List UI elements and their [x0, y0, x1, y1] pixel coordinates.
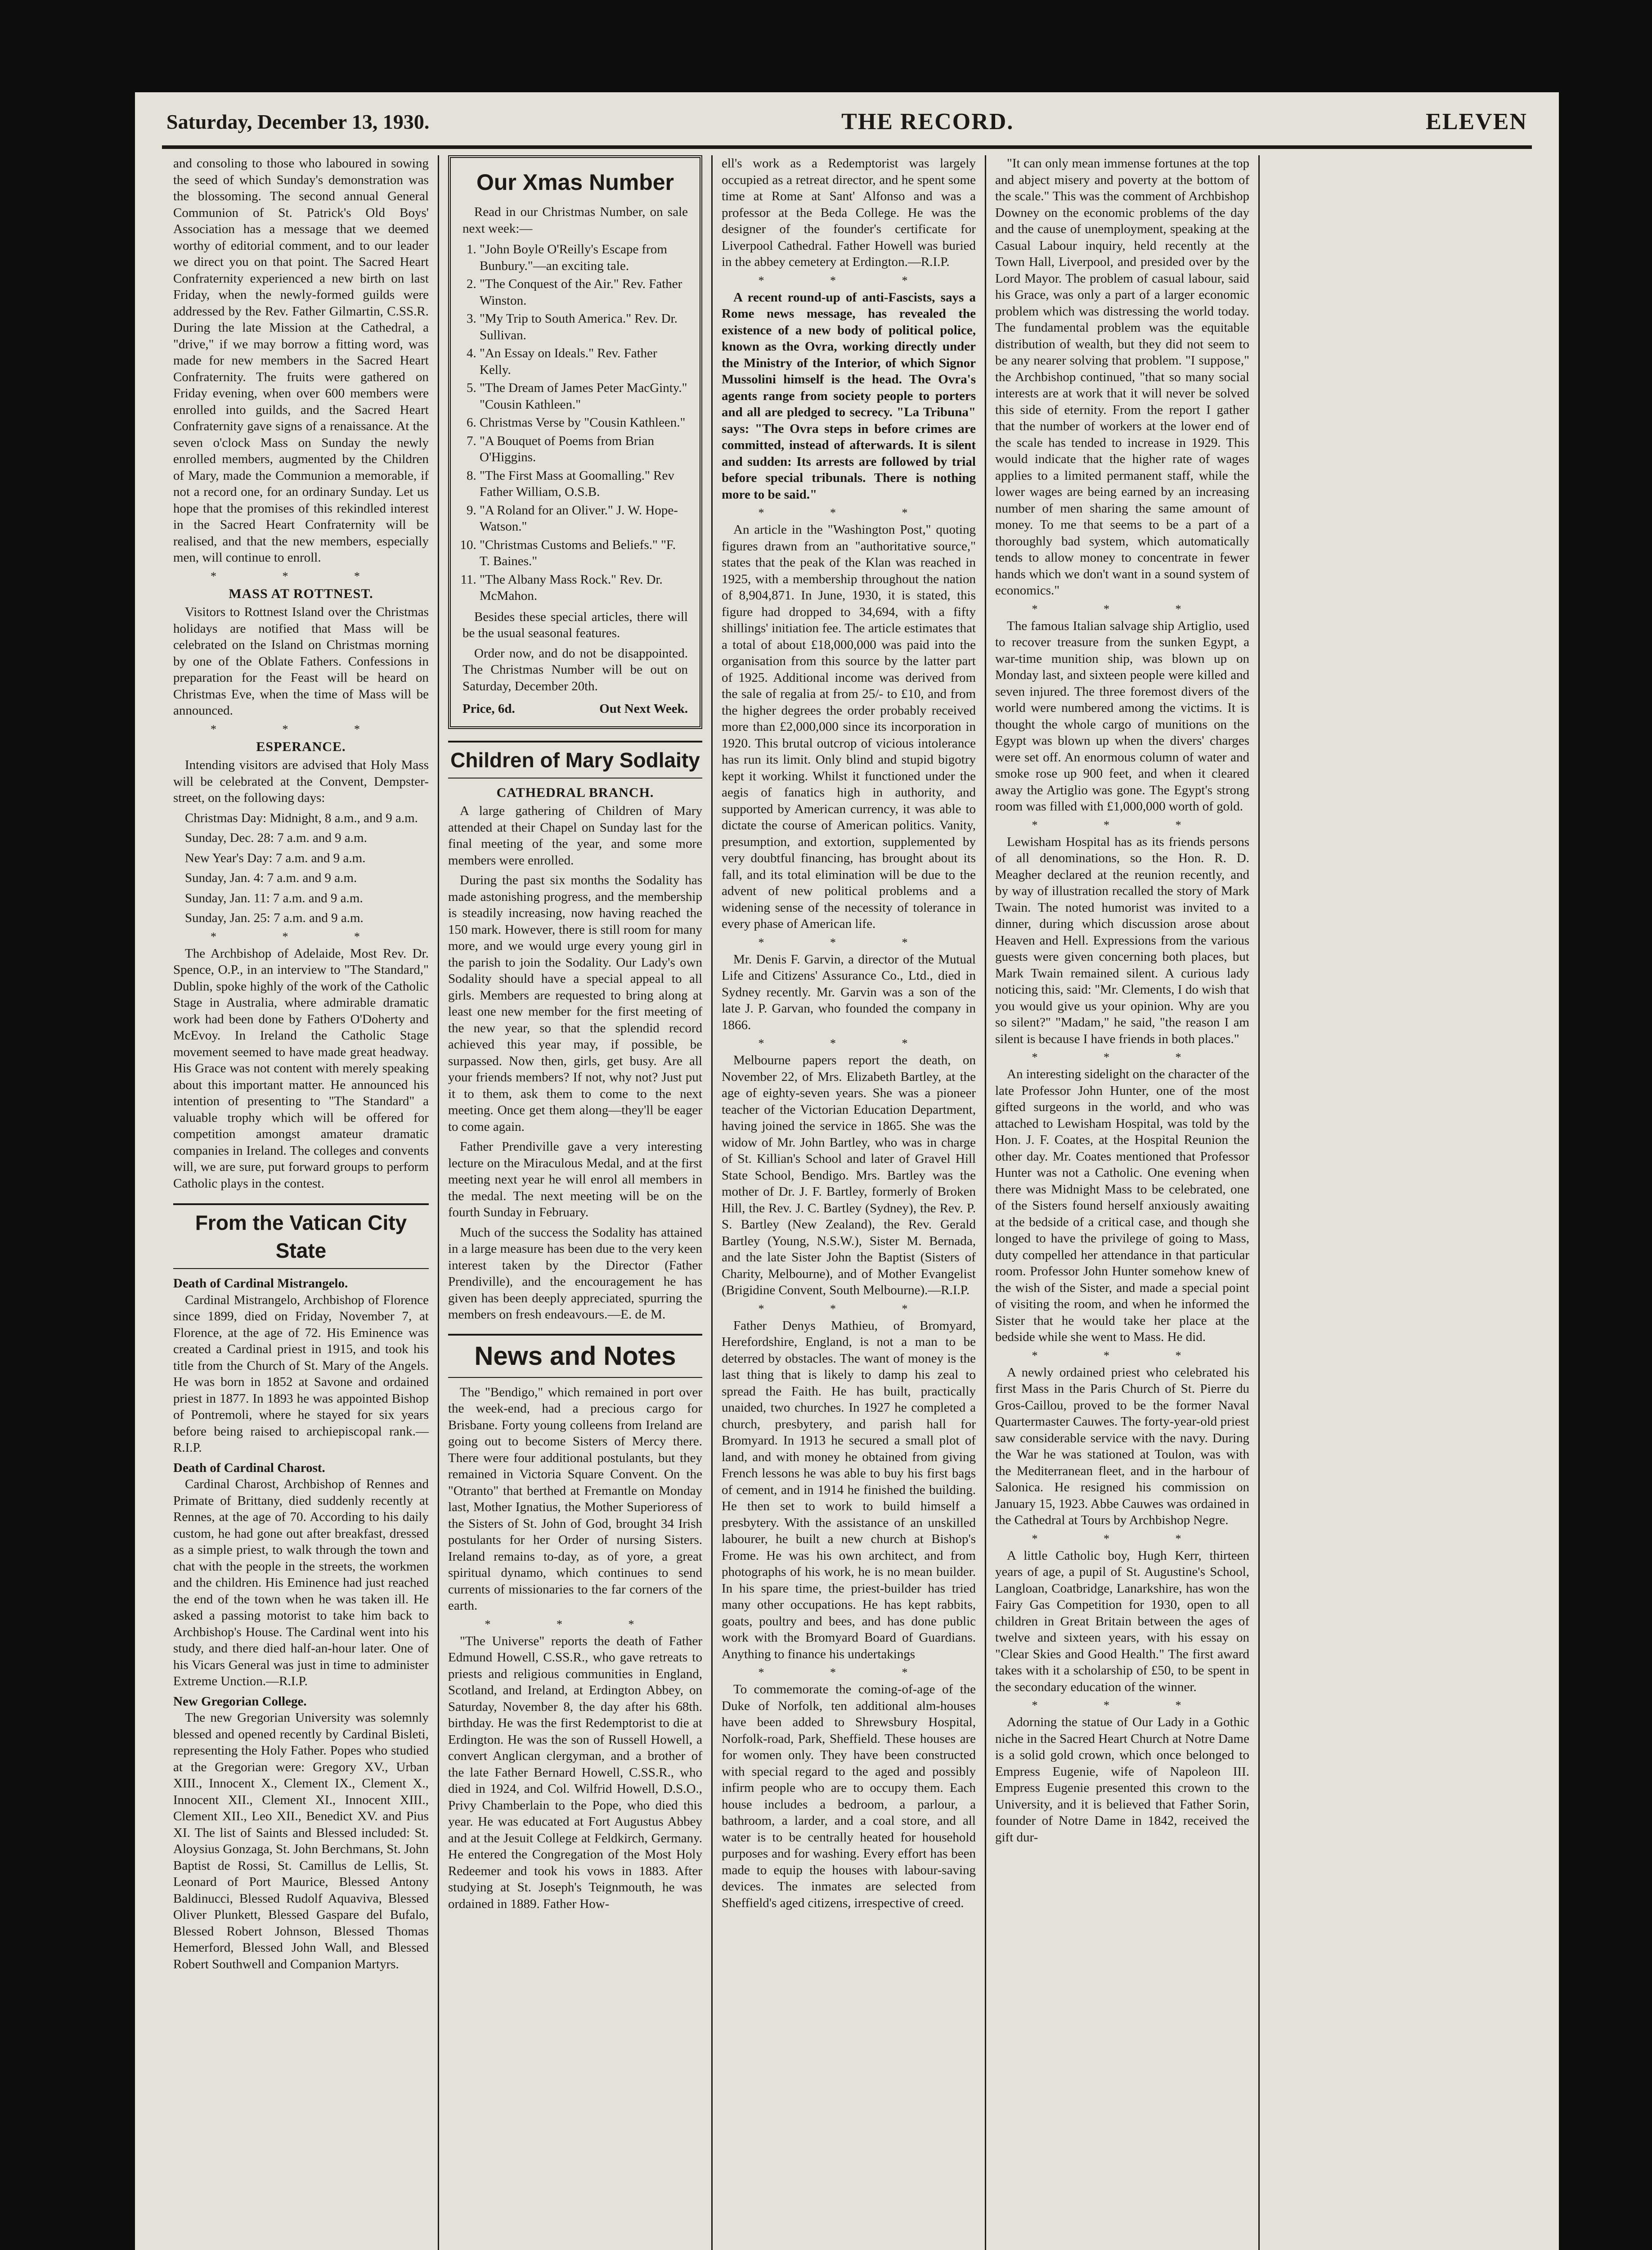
column-3: [711, 155, 985, 2250]
article-text: Adorning the statue of Our Lady in a Gothic niche in the Sacred Heart Church at Notre Dame is a solid gold crown, which once belonged to Empress Eugenie, wife of Napoleon III. Empress Eugenie presented this crown to the University, and it is believed that Father Sorin, founder of Notre Dame in 1842, received the gift dur-: [995, 1715, 1249, 1845]
column-2: [438, 155, 711, 2250]
separator-stars: * * *: [1032, 602, 1213, 616]
column-4: [985, 155, 1258, 2250]
xmas-item: 1. "John Boyle O'Reilly's Escape from Bunbury."—an exciting tale.: [480, 241, 688, 274]
mass-time: Sunday, Dec. 28: 7 a.m. and 9 a.m.: [185, 831, 367, 845]
mass-time: Sunday, Jan. 11: 7 a.m. and 9 a.m.: [185, 891, 363, 905]
xmas-features: Besides these special articles, there will be the usual seasonal features.: [462, 609, 688, 640]
article-text: A large gathering of Children of Mary attended at their Chapel on Sunday last for the final meeting of the year, and some more members were enrolled.: [448, 804, 702, 868]
separator-stars: * * *: [758, 936, 939, 949]
xmas-item: 11. "The Albany Mass Rock." Rev. Dr. McMahon.: [480, 572, 688, 604]
price-row: [462, 701, 688, 717]
article-text: "The Universe" reports the death of Father Edmund Howell, C.SS.R., who gave retreats to priests and religious communities in England, Scotland, and Ireland, at Erdington Abbey, on Saturday, November 8, the day after his 68th. birthday. He was the first Redemptorist to die at Erdington. He was the son of Russell Howell, a convert Anglican clergyman, and a brother of the late Father Bernard Howell, C.SS.R., who died in 1924, and Col. Wilfrid Howell, D.S.O., Privy Chamberlain to the Pope, who died this year. He was educated at Fort Augustus Abbey and at the Jesuit College at Feldkirch, Germany. He entered the Congregation of the Most Holy Redeemer and took his vows in 1883. After studying at St. Joseph's Teignmouth, he was ordained in 1889. Father How-: [448, 1634, 702, 1911]
article-text: The "Bendigo," which remained in port over the week-end, had a precious cargo for Brisbane. Forty young colleens from Ireland are going out to become Sisters of Mercy there. There were four additional postulants, but they remained in Victoria Square Convent. On the "Otranto" that berthed at Fremantle on Monday last, Mother Ignatius, the Mother Superioress of the Sisters of St. John of God, brought 34 Irish postulants for her Order of nursing Sisters. Ireland remains to-day, as of yore, a great spiritual dynamo, which continues to send currents of missionaries to the far corners of the earth.: [448, 1385, 702, 1613]
article-text: ell's work as a Redemptorist was largely occupied as a retreat director, and he spent some time at Rome at Sant' Alfonso and was a professor at the Beda College. He was the designer of the founder's certificate for Liverpool Cathedral. Father Howell was buried in the abbey cemetery at Erdington.—R.I.P.: [722, 156, 976, 269]
separator-stars: * * *: [758, 1666, 939, 1679]
xmas-out: Out Next Week.: [599, 702, 688, 716]
xmas-item: 10. "Christmas Customs and Beliefs." "F. T. Baines.": [480, 537, 688, 570]
esperance-text: Intending visitors are advised that Holy Mass will be celebrated at the Convent, Dempster-street, on the following days:: [173, 758, 429, 805]
masthead: [166, 100, 1527, 143]
article-text: Mr. Denis F. Garvin, a director of the Mutual Life and Citizens' Assurance Co., Ltd., died in Sydney recently. Mr. Garvin was a son of the late J. P. Garvan, who founded the company in 1866.: [722, 952, 976, 1032]
xmas-item: 9. "A Roland for an Oliver." J. W. Hope-Watson.": [480, 502, 688, 535]
separator-stars: * * *: [1032, 1532, 1213, 1545]
vatican-heading: From the Vatican City State: [173, 1203, 429, 1269]
article-text: "It can only mean immense fortunes at the top and abject misery and poverty at the bottom of the scale." This was the comment of Archbishop Downey on the economic problems of the day and the cause of unemployment, speaking at the Casual Labour inquiry, held recently at the Town Hall, Liverpool, and presided over by the Lord Mayor. The problem of casual labour, said his Grace, was only a part of a larger economic problem which was distressing the world today. The fundamental problem was the equitable distribution of wealth, but they did not seem to be any nearer solving that problem. "I suppose," the Archbishop continued, "that so many social interests are at work that it will never be solved this side of eternity. From the report I gather that the number of workers at the lower end of the scale has tended to increase in 1929. This would indicate that the higher rate of wages applies to a limited permanent staff, while the lower wages are being earned by an increasing number of men sharing the same amount of money. To me that seems to be a part of a thoroughly bad system, which automatically tends to allow money to concentrate in fewer hands which we don't want in a sound system of economics.": [995, 156, 1249, 598]
xmas-item: 7. "A Bouquet of Poems from Brian O'Higgins.: [480, 433, 688, 466]
article-text: During the past six months the Sodality has made astonishing progress, and the membership is steadily increasing, now having reached the 150 mark. However, there is still room for many more, and we would urge every young girl in the parish to join the Sodality. Our Lady's own Sodality should have a special appeal to all girls. Members are requested to bring along at least one new member for the first meeting of the new year, so that the splendid record achieved this year may, if possible, be surpassed. Now then, girls, get busy. Are all your friends members? If not, why not? Just put it to them, ask them to come to the next meeting. Once get them along—they'll be eager to come again.: [448, 873, 702, 1134]
xmas-title: Our Xmas Number: [476, 170, 674, 195]
article-text: To commemorate the coming-of-age of the Duke of Norfolk, ten additional alm-houses have been added to Shrewsbury Hospital, Norfolk-road, Park, Sheffield. These houses are for women only. They have been constructed with special regard to the aged and possibly infirm people who are to occupy them. Each house includes a bedroom, a parlour, a bathroom, a larder, and a coal store, and all water is to be centrally heated for household purposes and for washing. Every effort has been made to equip the houses with labour-saving devices. The inmates are selected from Sheffield's aged citizens, irrespective of creed.: [722, 1682, 976, 1910]
article-text: Father Prendiville gave a very interesting lecture on the Miraculous Medal, and at the first meeting next year he will enrol all members in the medal. The next meeting will be on the fourth Sunday in February.: [448, 1139, 702, 1220]
separator-stars: * * *: [211, 569, 391, 583]
article-text: Much of the success the Sodality has attained in a large measure has been due to the very keen interest taken by the Director (Father Prendiville), and the encouragement he has given has been deeply appreciated, spurring the members on fresh endeavours.—E. de M.: [448, 1225, 702, 1322]
separator-stars: * * *: [758, 274, 939, 287]
xmas-item: 6. Christmas Verse by "Cousin Kathleen.": [480, 414, 688, 431]
article-text: An article in the "Washington Post," quoting figures drawn from an "authoritative source," states that the peak of the Klan was reached in 1925, with a membership throughout the nation of 8,904,871. In June, 1930, it is stated, this figure had dropped to 34,694, with a fifty shillings' initiation fee. The article estimates that a total of about £18,000,000 was paid into the organisation from this source by the latter part of 1925. Additional income was derived from the sale of regalia at from 25/- to £10, and from the higher degrees the order probably received more than £2,000,000 since its incorporation in 1920. This brutal outcrop of vicious intolerance has run its limit. Only blind and stupid bigotry kept it working. Whilst it functioned under the aegis of fanatics high in authority, and supported by American currency, it was able to dictate the course of American politics. Vanity, presumption, and extortion, supplemented by very doubtful financing, has brought about its fall, and its total elimination will be due to the advent of new political problems and a widening sense of the necessity of tolerance in every phase of American life.: [722, 522, 976, 931]
charost-heading: Death of Cardinal Charost.: [173, 1460, 325, 1475]
mass-time: Sunday, Jan. 4: 7 a.m. and 9 a.m.: [185, 871, 357, 885]
gregorian-text: The new Gregorian University was solemnly blessed and opened recently by Cardinal Bisleti, representing the Holy Father. Popes who studied at the Gregorian were: Gregory XV., Urban XIII., Innocent X., Clement IX., Clement X., Innocent XII., Clement XI., Innocent XIII., Clement XII., Leo XII., Benedict XV. and Pius XI. The list of Saints and Blessed included: St. Aloysius Gonzaga, St. John Berchmans, St. John Baptist de Rossi, St. Camillus de Lellis, St. Leonard of Port Maurice, Blessed Antony Baldinucci, Blessed Rudolf Aquaviva, Blessed Oliver Plunkett, Blessed Gaspare del Bufalo, Blessed Robert Johnson, Blessed Thomas Hemerford, Blessed John Wall, and Blessed Robert Southwell and Companion Martyrs.: [173, 1710, 429, 1971]
separator-stars: * * *: [1032, 818, 1213, 832]
xmas-item: 2. "The Conquest of the Air." Rev. Father Winston.: [480, 276, 688, 309]
separator-stars: * * *: [485, 1617, 666, 1631]
rottnest-text: Visitors to Rottnest Island over the Christmas holidays are notified that Mass will be celebrated on the Island on Christmas morning by one of the Oblate Fathers. Confessions in preparation for the Feast will be heard on Christmas Eve, when the time of Mass will be announced.: [173, 605, 429, 718]
mistrangelo-text: Cardinal Mistrangelo, Archbishop of Florence since 1899, died on Friday, November 7, at Florence, at the age of 72. His Eminence was created a Cardinal priest in 1915, and took his title from the Church of St. Mary of the Angels. He was born in 1852 at Savone and ordained priest in 1877. In 1893 he was appointed Bishop of Pontremoli, where he stayed for six years before being raised to archiepiscopal rank.—R.I.P.: [173, 1292, 429, 1455]
article-text: Father Denys Mathieu, of Bromyard, Herefordshire, England, is not a man to be deterred by obstacles. The want of money is the last thing that is likely to damp his zeal to spread the Faith. He has built, practically unaided, two churches. In 1927 he completed a church, presbytery, and parish hall for Bromyard. In 1913 he secured a small plot of land, and with money he obtained from giving French lessons he was able to buy his first bags of cement, and in 1914 he finished the building. He then set to work to build himself a presbytery. With the assistance of an unskilled labourer, he built a new church at Bishop's Frome. He was his own architect, and from photographs of his work, he is no mean builder. In his spare time, the priest-builder has tried many other occupations. He has kept rabbits, goats, poultry and bees, and has done public work with the Bromyard Board of Guardians. Anything to finance his undertakings: [722, 1318, 976, 1661]
article-text: and consoling to those who laboured in sowing the seed of which Sunday's demonstration was the blossoming. The second annual General Communion of St. Patrick's Old Boys' Association has a message that we deemed worthy of editorial comment, and to our leader we direct you on that point. The Sacred Heart Confraternity experienced a new birth on last Friday, when the newly-formed guilds were addressed by the Rev. Father Gilmartin, C.SS.R. During the late Mission at the Cathedral, a "drive," if we may borrow a fitting word, was made for new members in the Sacred Heart Confraternity. The fruits were gathered on Friday evening, when over 600 members were enrolled into guilds, and the Sacred Heart Confraternity gave signs of a renaissance. At the seven o'clock Mass on Sunday the newly enrolled members, augmented by the Children of Mary, made the Communion a memorable, if not a record one, for an ordinary Sunday. Let us hope that the promises of this rekindled interest in the Sacred Heart Confraternity will be realised, and that the new members, especially men, will continue to enroll.: [173, 156, 429, 565]
separator-stars: * * *: [1032, 1051, 1213, 1064]
columns: [164, 155, 1532, 2250]
newspaper-page: [135, 92, 1559, 2250]
separator-stars: * * *: [211, 722, 391, 736]
rottnest-heading: MASS AT ROTTNEST.: [229, 586, 373, 601]
separator-stars: * * *: [758, 1037, 939, 1050]
masthead-rule: [162, 145, 1532, 149]
gregorian-heading: New Gregorian College.: [173, 1694, 307, 1709]
mass-time: Christmas Day: Midnight, 8 a.m., and 9 a.m.: [185, 810, 418, 825]
separator-stars: * * *: [1032, 1699, 1213, 1712]
xmas-intro: Read in our Christmas Number, on sale next week:—: [462, 205, 688, 236]
mistrangelo-heading: Death of Cardinal Mistrangelo.: [173, 1276, 348, 1291]
adelaide-text: The Archbishop of Adelaide, Most Rev. Dr. Spence, O.P., in an interview to "The Standard," Dublin, spoke highly of the work of the Catholic Stage in Australia, where admirable dramatic work had been done by Fathers O'Doherty and McEvoy. In Ireland the Catholic Stage movement seemed to have made great headway. His Grace was not content with merely speaking about this important matter. He announced his intention of presenting to "The Standard" a valuable trophy which will be offered for competition amongst amateur dramatic companies in Ireland. The colleges and convents will, we are sure, put forward groups to perform Catholic plays in the contest.: [173, 946, 429, 1191]
issue-date: Saturday, December 13, 1930.: [166, 110, 430, 133]
article-text: A newly ordained priest who celebrated his first Mass in the Paris Church of St. Pierre du Gros-Caillou, proved to be the former Naval Quartermaster Cauwes. The forty-year-old priest saw considerable service with the navy. During the War he was stationed at Toulon, was with the Mediterranean fleet, and in the harbour of Salonica. He resigned his commission on January 15, 1923. Abbe Cauwes was ordained in the Cathedral at Tours by Archbishop Negre.: [995, 1365, 1249, 1527]
xmas-order: Order now, and do not be disappointed. The Christmas Number will be out on Saturday, December 20th.: [462, 646, 688, 693]
separator-stars: * * *: [211, 930, 391, 943]
esperance-heading: ESPERANCE.: [256, 739, 346, 754]
mass-time: New Year's Day: 7 a.m. and 9 a.m.: [185, 850, 366, 865]
newspaper-title: THE RECORD.: [841, 109, 1014, 135]
article-text: The famous Italian salvage ship Artiglio, used to recover treasure from the sunken Egypt, a war-time munition ship, was blown up on Monday last, and sixteen people were killed and seven injured. The three foremost divers of the world were numbered among the victims. It is thought the whole cargo of munitions on the Egypt was blown up when the divers' charges were set off. An enormous column of water and smoke rose up 900 feet, and when it cleared away the Artiglio was gone. The Egypt's strong room was filled with £1,000,000 worth of gold.: [995, 618, 1249, 814]
page-number: ELEVEN: [1426, 109, 1527, 135]
charost-text: Cardinal Charost, Archbishop of Rennes and Primate of Brittany, died suddenly recently at Rennes, at the age of 70. According to his daily custom, he had gone out after breakfast, dressed as a simple priest, to walk through the town and chat with the people in the streets, the workmen and the children. His Eminence had just reached the end of the town when he was taken ill. He asked a passing motorist to take him back to Archbishop's House. The Cardinal went into his study, and there died half-an-hour later. One of his Vicars General was just in time to administer Extreme Unction.—R.I.P.: [173, 1477, 429, 1688]
separator-stars: * * *: [758, 506, 939, 519]
cathedral-branch-heading: CATHEDRAL BRANCH.: [496, 785, 654, 800]
separator-stars: * * *: [758, 1302, 939, 1315]
column-5: [1258, 155, 1532, 2250]
xmas-item: 3. "My Trip to South America." Rev. Dr. Sullivan.: [480, 310, 688, 343]
xmas-number-box: [448, 155, 702, 729]
article-text: A little Catholic boy, Hugh Kerr, thirteen years of age, a pupil of St. Augustine's School, Langloan, Coatbridge, Lanarkshire, has won the Fairy Gas Competition for 1930, open to all children in Great Britain between the ages of twelve and sixteen years, with his essay on "Clear Skies and Good Health." The first award takes with it a scholarship of £50, to be spent in the secondary education of the winner.: [995, 1548, 1249, 1694]
separator-stars: * * *: [1032, 1349, 1213, 1362]
article-text: A recent round-up of anti-Fascists, says a Rome news message, has revealed the existence of a new body of political police, known as the Ovra, working directly under the Ministry of the Interior, of which Signor Mussolini himself is the head. The Ovra's agents range from society people to porters and all are pledged to secrecy. "La Tribuna" says: "The Ovra steps in before crimes are committed, instead of afterwards. It is silent and sudden: Its arrests are followed by trial before special tribunals. There is nothing more to be said.": [722, 290, 976, 502]
column-1: [164, 155, 438, 2250]
news-and-notes-heading: News and Notes: [448, 1334, 702, 1378]
xmas-item: 4. "An Essay on Ideals." Rev. Father Kelly.: [480, 345, 688, 378]
xmas-item: 8. "The First Mass at Goomalling." Rev Father William, O.S.B.: [480, 468, 688, 500]
mass-time: Sunday, Jan. 25: 7 a.m. and 9 a.m.: [185, 911, 364, 925]
children-of-mary-heading: Children of Mary Sodlaity: [448, 741, 702, 778]
article-text: Lewisham Hospital has as its friends persons of all denominations, so the Hon. R. D. Meagher declared at the reunion recently, and by way of illustration recalled the story of Mark Twain. The noted humorist was invited to a dinner, during which discussion arose about Heaven and Hell. Expressions from the various guests were given concerning both places, but Mark Twain remained silent. A curious lady noticing this, said: "Mr. Clements, I do wish that you would give us your opinion. Why are you so silent?" "Madam," he said, "the reason I am silent is because I have friends in both places.": [995, 834, 1249, 1046]
xmas-list: [462, 241, 688, 604]
xmas-item: 5. "The Dream of James Peter MacGinty." "Cousin Kathleen.": [480, 380, 688, 413]
xmas-price: Price, 6d.: [462, 702, 515, 716]
article-text: An interesting sidelight on the character of the late Professor John Hunter, one of the most gifted surgeons in the world, and who was attached to Lewisham Hospital, was told by the Hon. J. F. Coates, at the Hospital Reunion the other day. Mr. Coates mentioned that Professor Hunter was not a Catholic. One evening when there was Midnight Mass to be celebrated, one of the Sisters found herself anxiously awaiting at the bedside of a critical case, and though she longed to have the privilege of going to Mass, duty compelled her attendance in that particular room. Professor John Hunter somehow knew of the wish of the Sister, and made a special point of visiting the room, and when he informed the Sister that he would take her place at the bedside while she went to Mass. He did.: [995, 1067, 1249, 1344]
article-text: Melbourne papers report the death, on November 22, of Mrs. Elizabeth Bartley, at the age of eighty-seven years. She was a pioneer teacher of the Victorian Education Department, having joined the service in 1865. She was the widow of Mr. John Bartley, who was in charge of St. Killian's School and later of Gravel Hill State School, Bendigo. Mrs. Bartley was the mother of Dr. J. F. Bartley, formerly of Broken Hill, the Rev. J. C. Bartley (Sydney), the Rev. P. S. Bartley (New Zealand), the Rev. Gerald Bartley (Young, N.S.W.), Sister M. Bernada, and the late Sister John the Baptist (Sisters of Charity, Melbourne), and of Mother Evangelist (Brigidine Convent, South Melbourne).—R.I.P.: [722, 1053, 976, 1297]
